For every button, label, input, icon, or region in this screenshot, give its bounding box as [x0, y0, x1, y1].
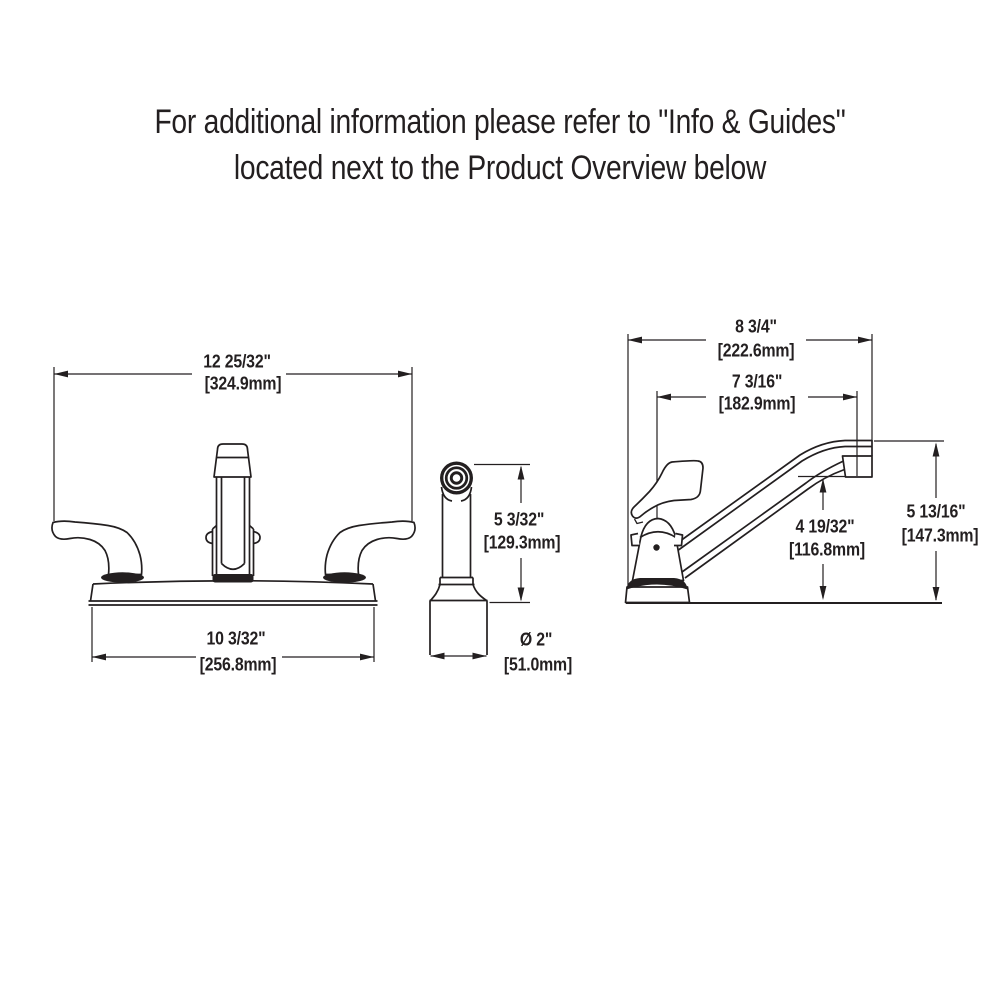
dim-sprayer-height-mm: [129.3mm] [483, 532, 561, 553]
right-handle [325, 521, 415, 574]
body-index-dot [653, 544, 659, 550]
sprayer-dimension-arrows [431, 466, 525, 660]
dim-front-width-mm: [324.9mm] [204, 373, 282, 394]
dim-side-overall-reach-inches: 8 3/4" [735, 316, 777, 337]
faucet-side-view-drawing [626, 334, 945, 603]
sprayer-head [440, 462, 473, 502]
dim-sprayer-height-inches: 5 3/32" [493, 509, 545, 530]
sprayer-barrel [443, 494, 471, 578]
left-handle [52, 521, 142, 574]
page-title-line-2: located next to the Product Overview below [233, 149, 767, 187]
sprayer-base [430, 578, 488, 656]
dim-front-deck-width-mm: [256.8mm] [199, 654, 277, 675]
dim-side-clearance-mm: [116.8mm] [789, 539, 865, 560]
dim-front-width-inches: 12 25/32" [203, 351, 271, 372]
dim-side-spout-reach-mm: [182.9mm] [718, 393, 796, 414]
side-sprayer-drawing [430, 462, 531, 660]
spout-column [206, 444, 260, 583]
front-view-dimension-arrows [54, 371, 412, 661]
page-title-line-1: For additional information please refer to "Info & Guides" [154, 103, 846, 141]
faucet-front-view-drawing [52, 367, 415, 662]
front-view-dimension-lines [54, 367, 412, 662]
left-handle-base [101, 572, 144, 582]
deck-plate [89, 581, 378, 605]
faucet-body [631, 519, 684, 581]
lever-handle [631, 461, 703, 518]
dim-sprayer-diameter-inches: Ø 2" [519, 629, 553, 650]
dim-side-clearance-inches: 4 19/32" [795, 516, 855, 537]
right-handle-base [323, 572, 366, 582]
base-flange [626, 578, 690, 603]
lever-hook-detail [635, 519, 644, 524]
dim-side-overall-reach-mm: [222.6mm] [717, 340, 795, 361]
dim-side-height-mm: [147.3mm] [901, 525, 979, 546]
dim-side-height-inches: 5 13/16" [906, 501, 966, 522]
dim-front-deck-width-inches: 10 3/32" [206, 628, 266, 649]
dim-sprayer-diameter-mm: [51.0mm] [503, 654, 573, 675]
sprayer-dimension-lines [431, 465, 531, 657]
dim-side-spout-reach-inches: 7 3/16" [731, 371, 783, 392]
